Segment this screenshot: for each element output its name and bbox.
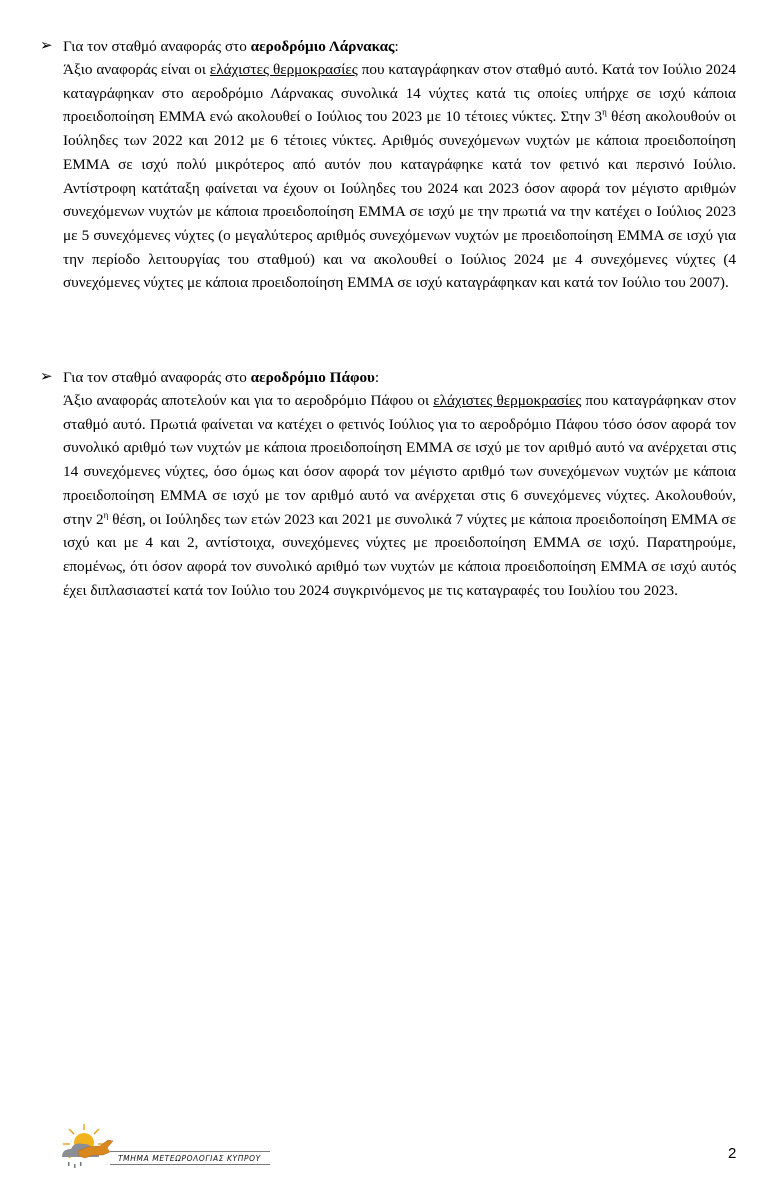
paragraph-end: θέση, οι Ιούληδες των ετών 2023 και 2021 με συνολικά 7 νύχτες με κάποια προειδοποίηση ΕΜΜΑ σε ισχύ και με 4 και 2, αντίστοιχα, συνεχόμενες νύχτες με προειδοποίηση ΕΜΜΑ σε ισχύ. Παρατηρούμε, επομένως, ότι όσον αφορά τον συνολικό αριθμό των νυχτών με κάποια προειδοποίηση ΕΜΜΑ σε ισχύ αυτός έχει διπλασιαστεί κατά τον Ιούλιο του 2024 συγκρινόμενος με τις καταγραφές του Ιουλίου του 2023. [63, 510, 736, 599]
heading-prefix: Για τον σταθμό αναφοράς στο [63, 38, 251, 55]
arrow-bullet-icon: ➢ [40, 38, 53, 54]
heading-suffix: : [394, 38, 399, 55]
paragraph-middle: που καταγράφηκαν στον σταθμό αυτό. Κατά τον Ιούλιο 2024 καταγράφηκαν στο αεροδρόμιο Λάρνακας συνολικά 14 νύχτες κατά τις οποίες υπήρχε σε ισχύ κάποια προειδοποίηση ΕΜΜΑ ενώ ακολουθεί ο Ιούλιος του 2023 με 10 τέτοιες νύκτες. Στην 3 [63, 61, 736, 126]
heading-text [63, 35, 399, 58]
page-number: 2 [728, 1145, 737, 1162]
section-heading [40, 366, 740, 389]
heading-text [63, 366, 379, 389]
section-larnaca [40, 35, 740, 295]
cyprus-meteorology-logo-icon [56, 1124, 276, 1174]
heading-station: αεροδρόμιο Λάρνακας [250, 38, 395, 55]
section-paragraph [63, 58, 736, 295]
ordinal-superscript: η [103, 509, 109, 520]
section-paragraph [63, 389, 736, 602]
arrow-bullet-icon: ➢ [40, 369, 53, 385]
paragraph-end: θέση ακολουθούν οι Ιούληδες των 2022 και 2012 με 6 τέτοιες νύκτες. Αριθμός συνεχόμενων νυχτών με κάποια προειδοποίηση ΕΜΜΑ σε ισχύ πολύ μικρότερος από αυτόν που καταγράφηκε κατά τον φετινό και περσινό Ιούλιο. Αντίστροφη κατάταξη φαίνεται να έχουν οι Ιούληδες του 2024 και 2023 όσον αφορά τον μέγιστο αριθμών συνεχόμενων νυχτών με κάποια προειδοποίηση ΕΜΜΑ σε ισχύ με την πρωτιά να την κατέχει ο Ιούλιος 2023 με 5 συνεχόμενες νύχτες (ο μεγαλύτερος αριθμός συνεχόμενων νυχτών με προειδοποίηση ΕΜΜΑ σε ισχύ για την περίοδο λειτουργίας του σταθμού) και να ακολουθεί ο Ιούλιος 2024 με 4 συνεχόμενες νύχτες (4 συνεχόμενες νύχτες με κάποια προειδοποίηση ΕΜΜΑ σε ισχύ καταγράφηκαν και κατά τον Ιούλιο του 2007). [63, 108, 736, 292]
underlined-phrase: ελάχιστες θερμοκρασίες [433, 392, 582, 409]
heading-station: αεροδρόμιο Πάφου [250, 369, 375, 386]
paragraph-start: Άξιο αναφοράς αποτελούν και για το αεροδρόμιο Πάφου οι [63, 392, 434, 409]
ordinal-superscript: η [602, 107, 607, 118]
section-heading [40, 35, 740, 58]
section-paphos [40, 366, 740, 602]
department-banner: ΤΜΗΜΑ ΜΕΤΕΩΡΟΛΟΓΙΑΣ ΚΥΠΡΟΥ [110, 1151, 270, 1165]
heading-prefix: Για τον σταθμό αναφοράς στο [63, 369, 251, 386]
heading-suffix: : [374, 369, 380, 386]
underlined-phrase: ελάχιστες θερμοκρασίες [209, 61, 358, 78]
paragraph-start: Άξιο αναφοράς είναι οι [63, 61, 210, 78]
paragraph-middle: που καταγράφηκαν στον σταθμό αυτό. Πρωτιά φαίνεται να κατέχει ο φετινός Ιούλιος για το αεροδρόμιο Πάφου τόσο όσον αφορά τον συνολικό αριθμό των νυχτών με κάποια προειδοποίηση ΕΜΜΑ σε ισχύ με τον αριθμό αυτό να ανέρχεται στις 14 συνεχόμενες νύχτες, όσο όμως και όσον αφορά τον μέγιστο αριθμό των συνεχόμενων νυχτών με κάποια προειδοποίηση ΕΜΜΑ σε ισχύ με τον αριθμό αυτό να ανέρχεται στις 6 συνεχόμενες νύχτες. Ακολουθούν, στην 2 [63, 392, 737, 528]
